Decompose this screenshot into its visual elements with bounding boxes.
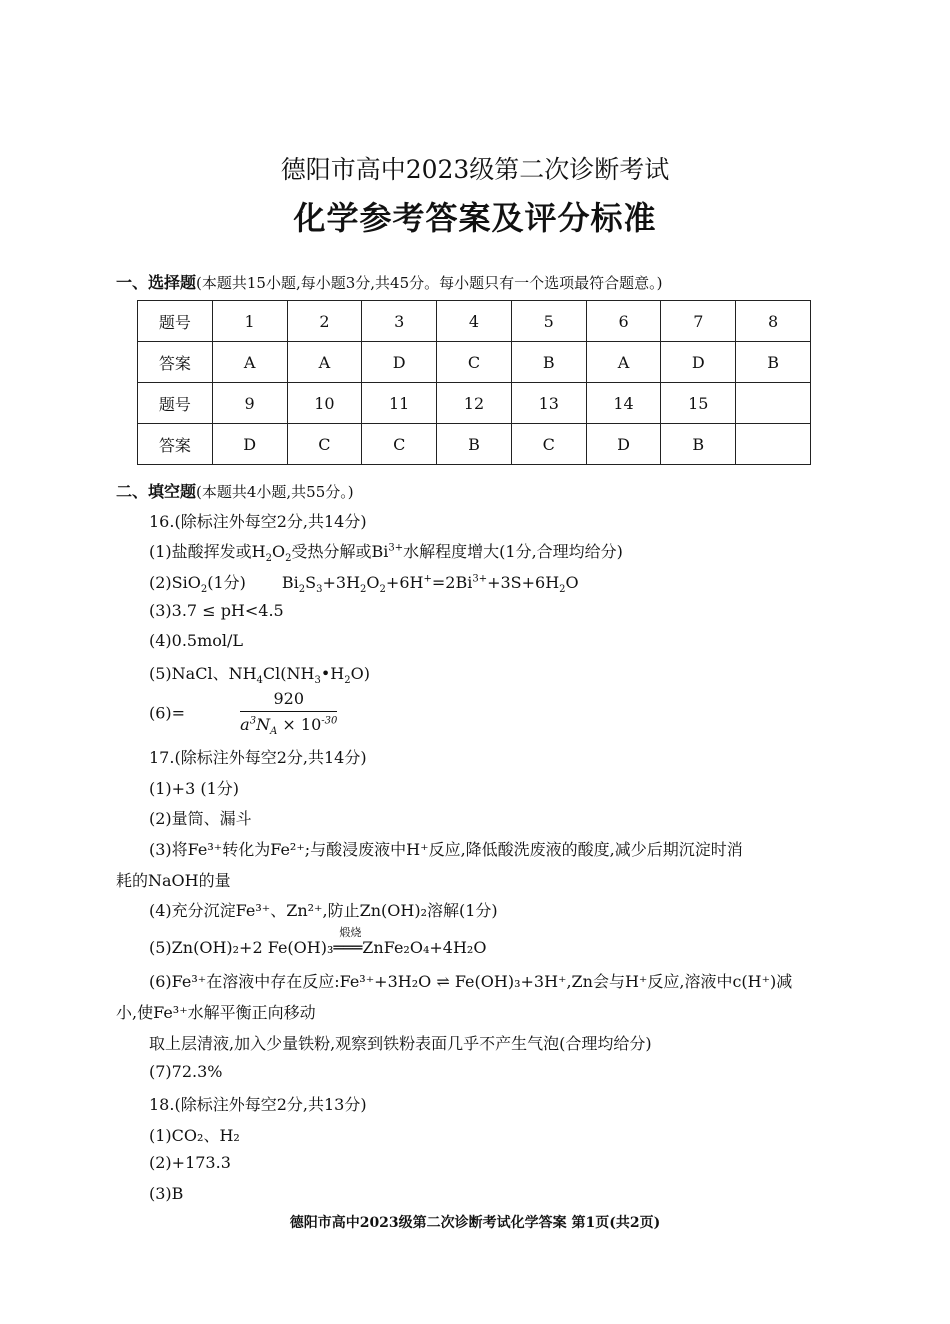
table-cell: C <box>362 424 437 465</box>
equation-part: S <box>305 573 317 592</box>
equation-part: =2Bi <box>431 573 473 592</box>
table-cell: 3 <box>362 301 437 342</box>
q17-answer-4: (4)充分沉淀Fe³⁺、Zn²⁺,防止Zn(OH)₂溶解(1分) <box>149 901 498 920</box>
section-1-heading <box>116 270 662 293</box>
table-cell: 14 <box>586 383 661 424</box>
text-segment: Cl(NH <box>262 664 315 683</box>
table-cell: B <box>661 424 736 465</box>
fraction <box>240 689 337 737</box>
table-cell: 题号 <box>138 301 213 342</box>
superscript: 3+ <box>472 573 488 585</box>
fraction-numerator: 920 <box>240 689 337 712</box>
q16-answer-4: (4)0.5mol/L <box>149 631 244 650</box>
q16-heading: 16.(除标注外每空2分,共14分) <box>149 512 367 531</box>
table-cell: B <box>437 424 512 465</box>
table-cell: 答案 <box>138 424 213 465</box>
table-row <box>138 424 811 465</box>
q16-answer-1 <box>149 539 623 564</box>
text-segment: (5)Zn(OH)₂+2 Fe(OH)₃ <box>149 938 334 957</box>
table-cell: 7 <box>661 301 736 342</box>
page-footer: 德阳市高中2023级第二次诊断考试化学答案 第1页(共2页) <box>289 1215 661 1231</box>
table-cell: A <box>212 342 287 383</box>
table-cell: A <box>586 342 661 383</box>
superscript: 3+ <box>388 542 404 554</box>
text-segment: (1分) <box>207 573 246 592</box>
table-cell: C <box>287 424 362 465</box>
q16-answer-3: (3)3.7 ≤ pH<4.5 <box>149 601 284 620</box>
subscript: 2 <box>285 553 292 565</box>
section-1-note: (本题共15小题,每小题3分,共45分。每小题只有一个选项最符合题意。) <box>196 274 663 292</box>
subscript: 2 <box>265 553 272 565</box>
subscript: 3 <box>316 584 323 596</box>
table-cell: 10 <box>287 383 362 424</box>
page-title: 德阳市高中2023级第二次诊断考试 <box>280 155 670 184</box>
subscript: A <box>270 726 278 738</box>
table-cell: D <box>212 424 287 465</box>
table-cell: 1 <box>212 301 287 342</box>
subscript: 2 <box>360 584 367 596</box>
text-segment: ZnFe₂O₄+4H₂O <box>362 938 487 957</box>
text-segment: a <box>240 715 250 734</box>
superscript: -30 <box>321 715 338 727</box>
text-segment: (2)SiO <box>149 573 201 592</box>
q16-answer-6 <box>149 689 337 737</box>
reaction-condition-arrow: 煅烧 ═══ <box>333 926 363 957</box>
subscript: 2 <box>559 584 566 596</box>
table-cell: D <box>661 342 736 383</box>
table-cell: 12 <box>437 383 512 424</box>
q17-answer-6-line-1: (6)Fe³⁺在溶液中存在反应:Fe³⁺+3H₂O ⇌ Fe(OH)₃+3H⁺,Zn会与H⁺反应,溶液中c(H⁺)减 <box>149 972 793 991</box>
answer-label: (6)= <box>149 703 186 723</box>
section-1-title: 一、选择题 <box>116 273 197 292</box>
equation-part: Bi <box>281 573 299 592</box>
fraction-denominator <box>240 712 337 737</box>
q17-heading: 17.(除标注外每空2分,共14分) <box>149 748 367 767</box>
text-segment: (1)盐酸挥发或H <box>149 542 266 561</box>
table-cell: C <box>437 342 512 383</box>
q17-answer-2: (2)量筒、漏斗 <box>149 809 252 828</box>
table-cell: 题号 <box>138 383 213 424</box>
section-2-title: 二、填空题 <box>116 482 197 501</box>
subscript: 2 <box>379 584 386 596</box>
page-subtitle: 化学参考答案及评分标准 <box>293 199 657 237</box>
q18-answer-3: (3)B <box>149 1184 184 1203</box>
table-cell: 15 <box>661 383 736 424</box>
text-segment: O <box>272 542 286 561</box>
table-cell: 13 <box>511 383 586 424</box>
text-segment: N <box>256 715 271 734</box>
text-segment: O) <box>350 664 370 683</box>
table-cell: 4 <box>437 301 512 342</box>
table-row <box>138 301 811 342</box>
text-segment: × 10 <box>282 715 322 734</box>
q17-answer-6-line-3: 取上层清液,加入少量铁粉,观察到铁粉表面几乎不产生气泡(合理均给分) <box>149 1034 652 1053</box>
section-2-note: (本题共4小题,共55分。) <box>196 483 354 501</box>
text-segment: 水解程度增大(1分,合理均给分) <box>403 542 623 561</box>
q16-answer-2 <box>149 570 579 595</box>
table-cell: 6 <box>586 301 661 342</box>
equation-part: O <box>565 573 579 592</box>
text-segment: 受热分解或Bi <box>291 542 389 561</box>
subscript: 2 <box>200 584 208 596</box>
table-cell: 2 <box>287 301 362 342</box>
equation-part: +3S+6H <box>487 573 560 592</box>
table-cell: A <box>287 342 362 383</box>
q17-answer-1: (1)+3 (1分) <box>149 779 240 798</box>
table-cell: 5 <box>511 301 586 342</box>
table-cell: C <box>511 424 586 465</box>
table-cell: B <box>511 342 586 383</box>
equation-part: +3H <box>322 573 361 592</box>
table-cell: 11 <box>362 383 437 424</box>
q18-answer-2: (2)+173.3 <box>149 1153 231 1172</box>
table-cell: 9 <box>212 383 287 424</box>
equation-part: +6H <box>385 573 424 592</box>
reaction-condition: 煅烧 <box>339 926 362 939</box>
answer-table <box>137 300 811 465</box>
q18-heading: 18.(除标注外每空2分,共13分) <box>149 1095 367 1114</box>
table-cell <box>736 383 811 424</box>
table-cell <box>736 424 811 465</box>
q17-answer-3-line-1: (3)将Fe³⁺转化为Fe²⁺;与酸浸废液中H⁺反应,降低酸洗废液的酸度,减少后期沉淀时消 <box>149 840 743 859</box>
q17-answer-3-line-2: 耗的NaOH的量 <box>116 871 231 890</box>
subscript: 4 <box>256 675 263 687</box>
table-row <box>138 383 811 424</box>
q17-answer-7: (7)72.3% <box>149 1062 223 1081</box>
q17-answer-5 <box>149 926 487 957</box>
superscript: 3 <box>249 715 257 727</box>
table-cell: 8 <box>736 301 811 342</box>
text-segment: (5)NaCl、NH <box>149 664 257 683</box>
subscript: 3 <box>314 675 321 687</box>
table-row <box>138 342 811 383</box>
q17-answer-6-line-2: 小,使Fe³⁺水解平衡正向移动 <box>116 1003 316 1022</box>
subscript: 2 <box>298 584 306 596</box>
superscript: + <box>423 573 432 585</box>
subscript: 2 <box>344 675 351 687</box>
table-cell: B <box>736 342 811 383</box>
section-2-heading <box>116 479 354 502</box>
table-cell: 答案 <box>138 342 213 383</box>
q16-answer-5 <box>149 661 370 686</box>
text-segment: •H <box>320 664 345 683</box>
equation-part: O <box>366 573 380 592</box>
table-cell: D <box>362 342 437 383</box>
table-cell: D <box>586 424 661 465</box>
q18-answer-1: (1)CO₂、H₂ <box>149 1126 240 1145</box>
